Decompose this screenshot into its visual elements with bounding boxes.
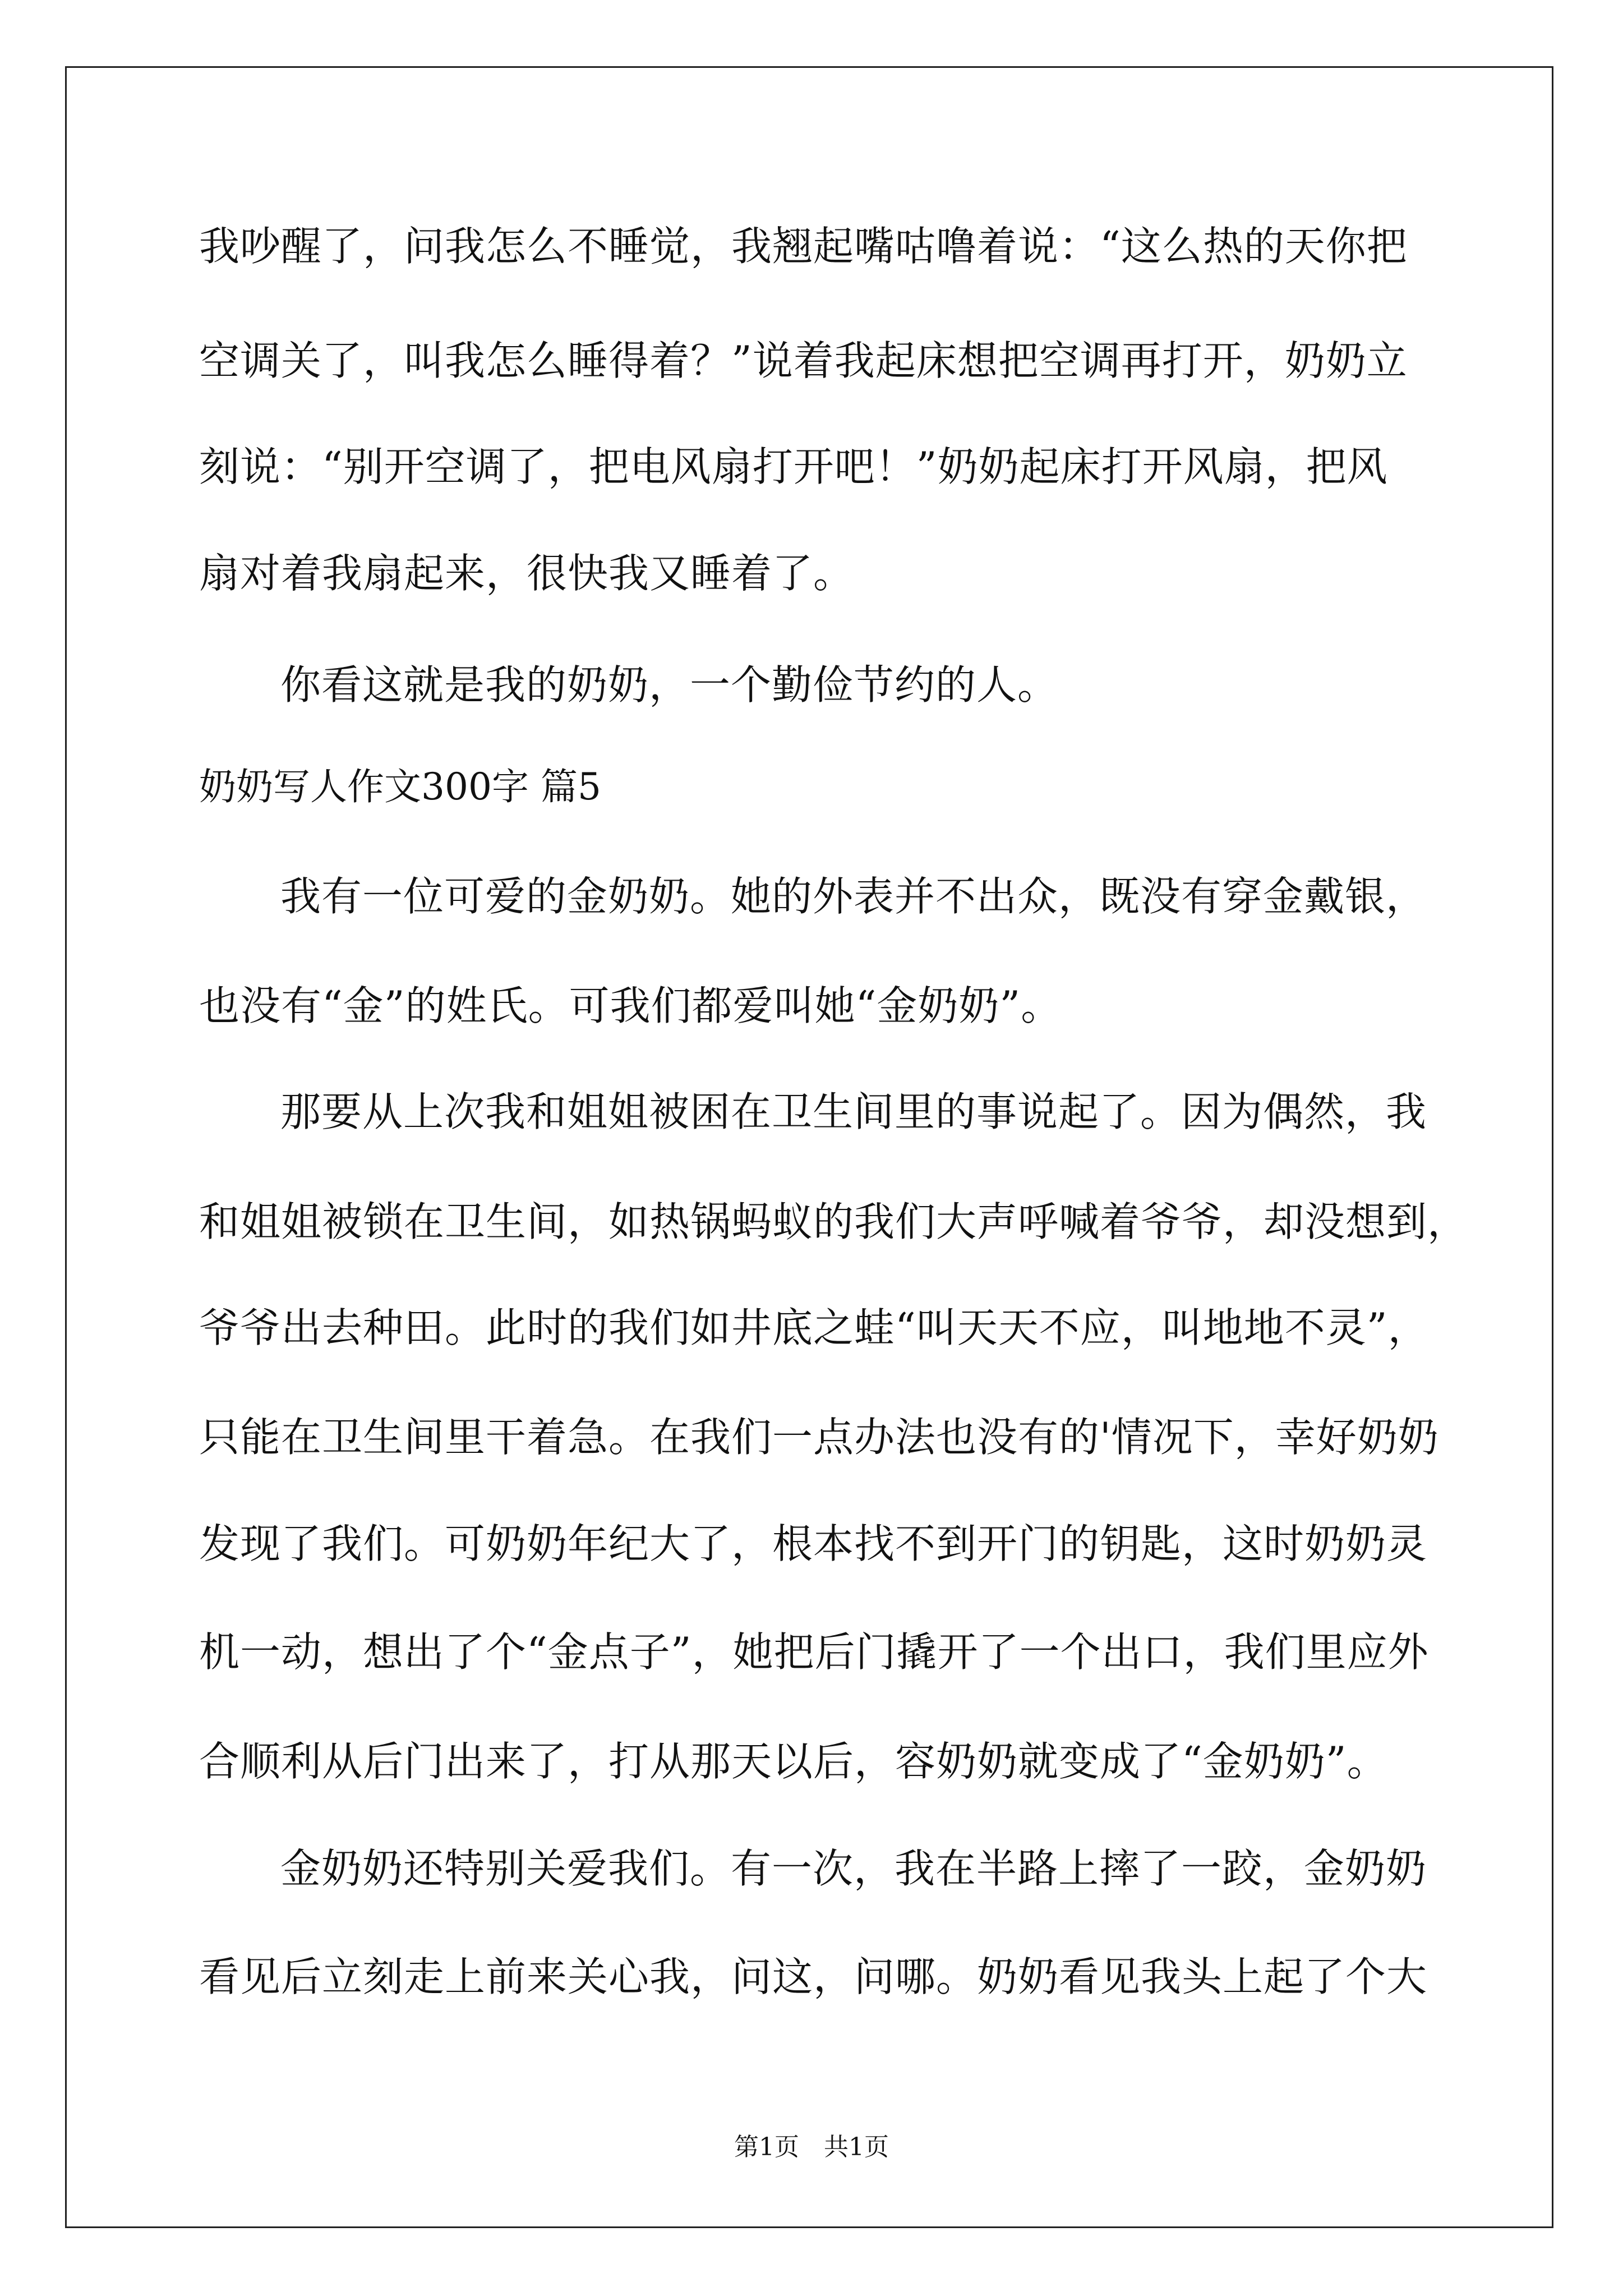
text-line: 发现了我们。可奶奶年纪大了，根本找不到开门的钥匙，这时奶奶灵 (199, 1520, 1428, 1567)
text-line: 扇对着我扇起来，很快我又睡着了。 (199, 550, 855, 597)
text-line: 只能在卫生间里干着急。在我们一点办法也没有的'情况下，幸好奶奶 (199, 1414, 1439, 1461)
text-line: 金奶奶还特别关爱我们。有一次，我在半路上摔了一跤，金奶奶 (280, 1845, 1427, 1892)
text-line: 合顺利从后门出来了，打从那天以后，容奶奶就变成了“金奶奶”。 (199, 1738, 1388, 1785)
page-border (65, 66, 1553, 2228)
text-line: 我有一位可爱的金奶奶。她的外表并不出众，既没有穿金戴银， (280, 873, 1427, 920)
section-heading: 奶奶写人作文300字 篇5 (199, 765, 601, 808)
text-line: 爷爷出去种田。此时的我们如井底之蛙“叫天天不应，叫地地不灵”， (199, 1304, 1429, 1351)
text-line: 你看这就是我的奶奶，一个勤俭节约的人。 (280, 661, 1059, 708)
text-line: 我吵醒了，问我怎么不睡觉，我翘起嘴咕噜着说：“这么热的天你把 (199, 223, 1408, 270)
text-line: 空调关了，叫我怎么睡得着？”说着我起床想把空调再打开，奶奶立 (199, 337, 1408, 384)
text-line: 机一动，想出了个“金点子”，她把后门撬开了一个出口，我们里应外 (199, 1628, 1429, 1676)
text-line: 也没有“金”的姓氏。可我们都爱叫她“金奶奶”。 (199, 982, 1062, 1029)
text-line: 那要从上次我和姐姐被困在卫生间里的事说起了。因为偶然，我 (280, 1088, 1427, 1135)
text-line: 刻说：“别开空调了，把电风扇打开吧！”奶奶起床打开风扇，把风 (199, 443, 1388, 490)
text-line: 和姐姐被锁在卫生间，如热锅蚂蚁的我们大声呼喊着爷爷，却没想到， (199, 1198, 1469, 1245)
page-footer: 第1页 共1页 (734, 2133, 889, 2161)
text-line: 看见后立刻走上前来关心我，问这，问哪。奶奶看见我头上起了个大 (199, 1953, 1428, 2000)
